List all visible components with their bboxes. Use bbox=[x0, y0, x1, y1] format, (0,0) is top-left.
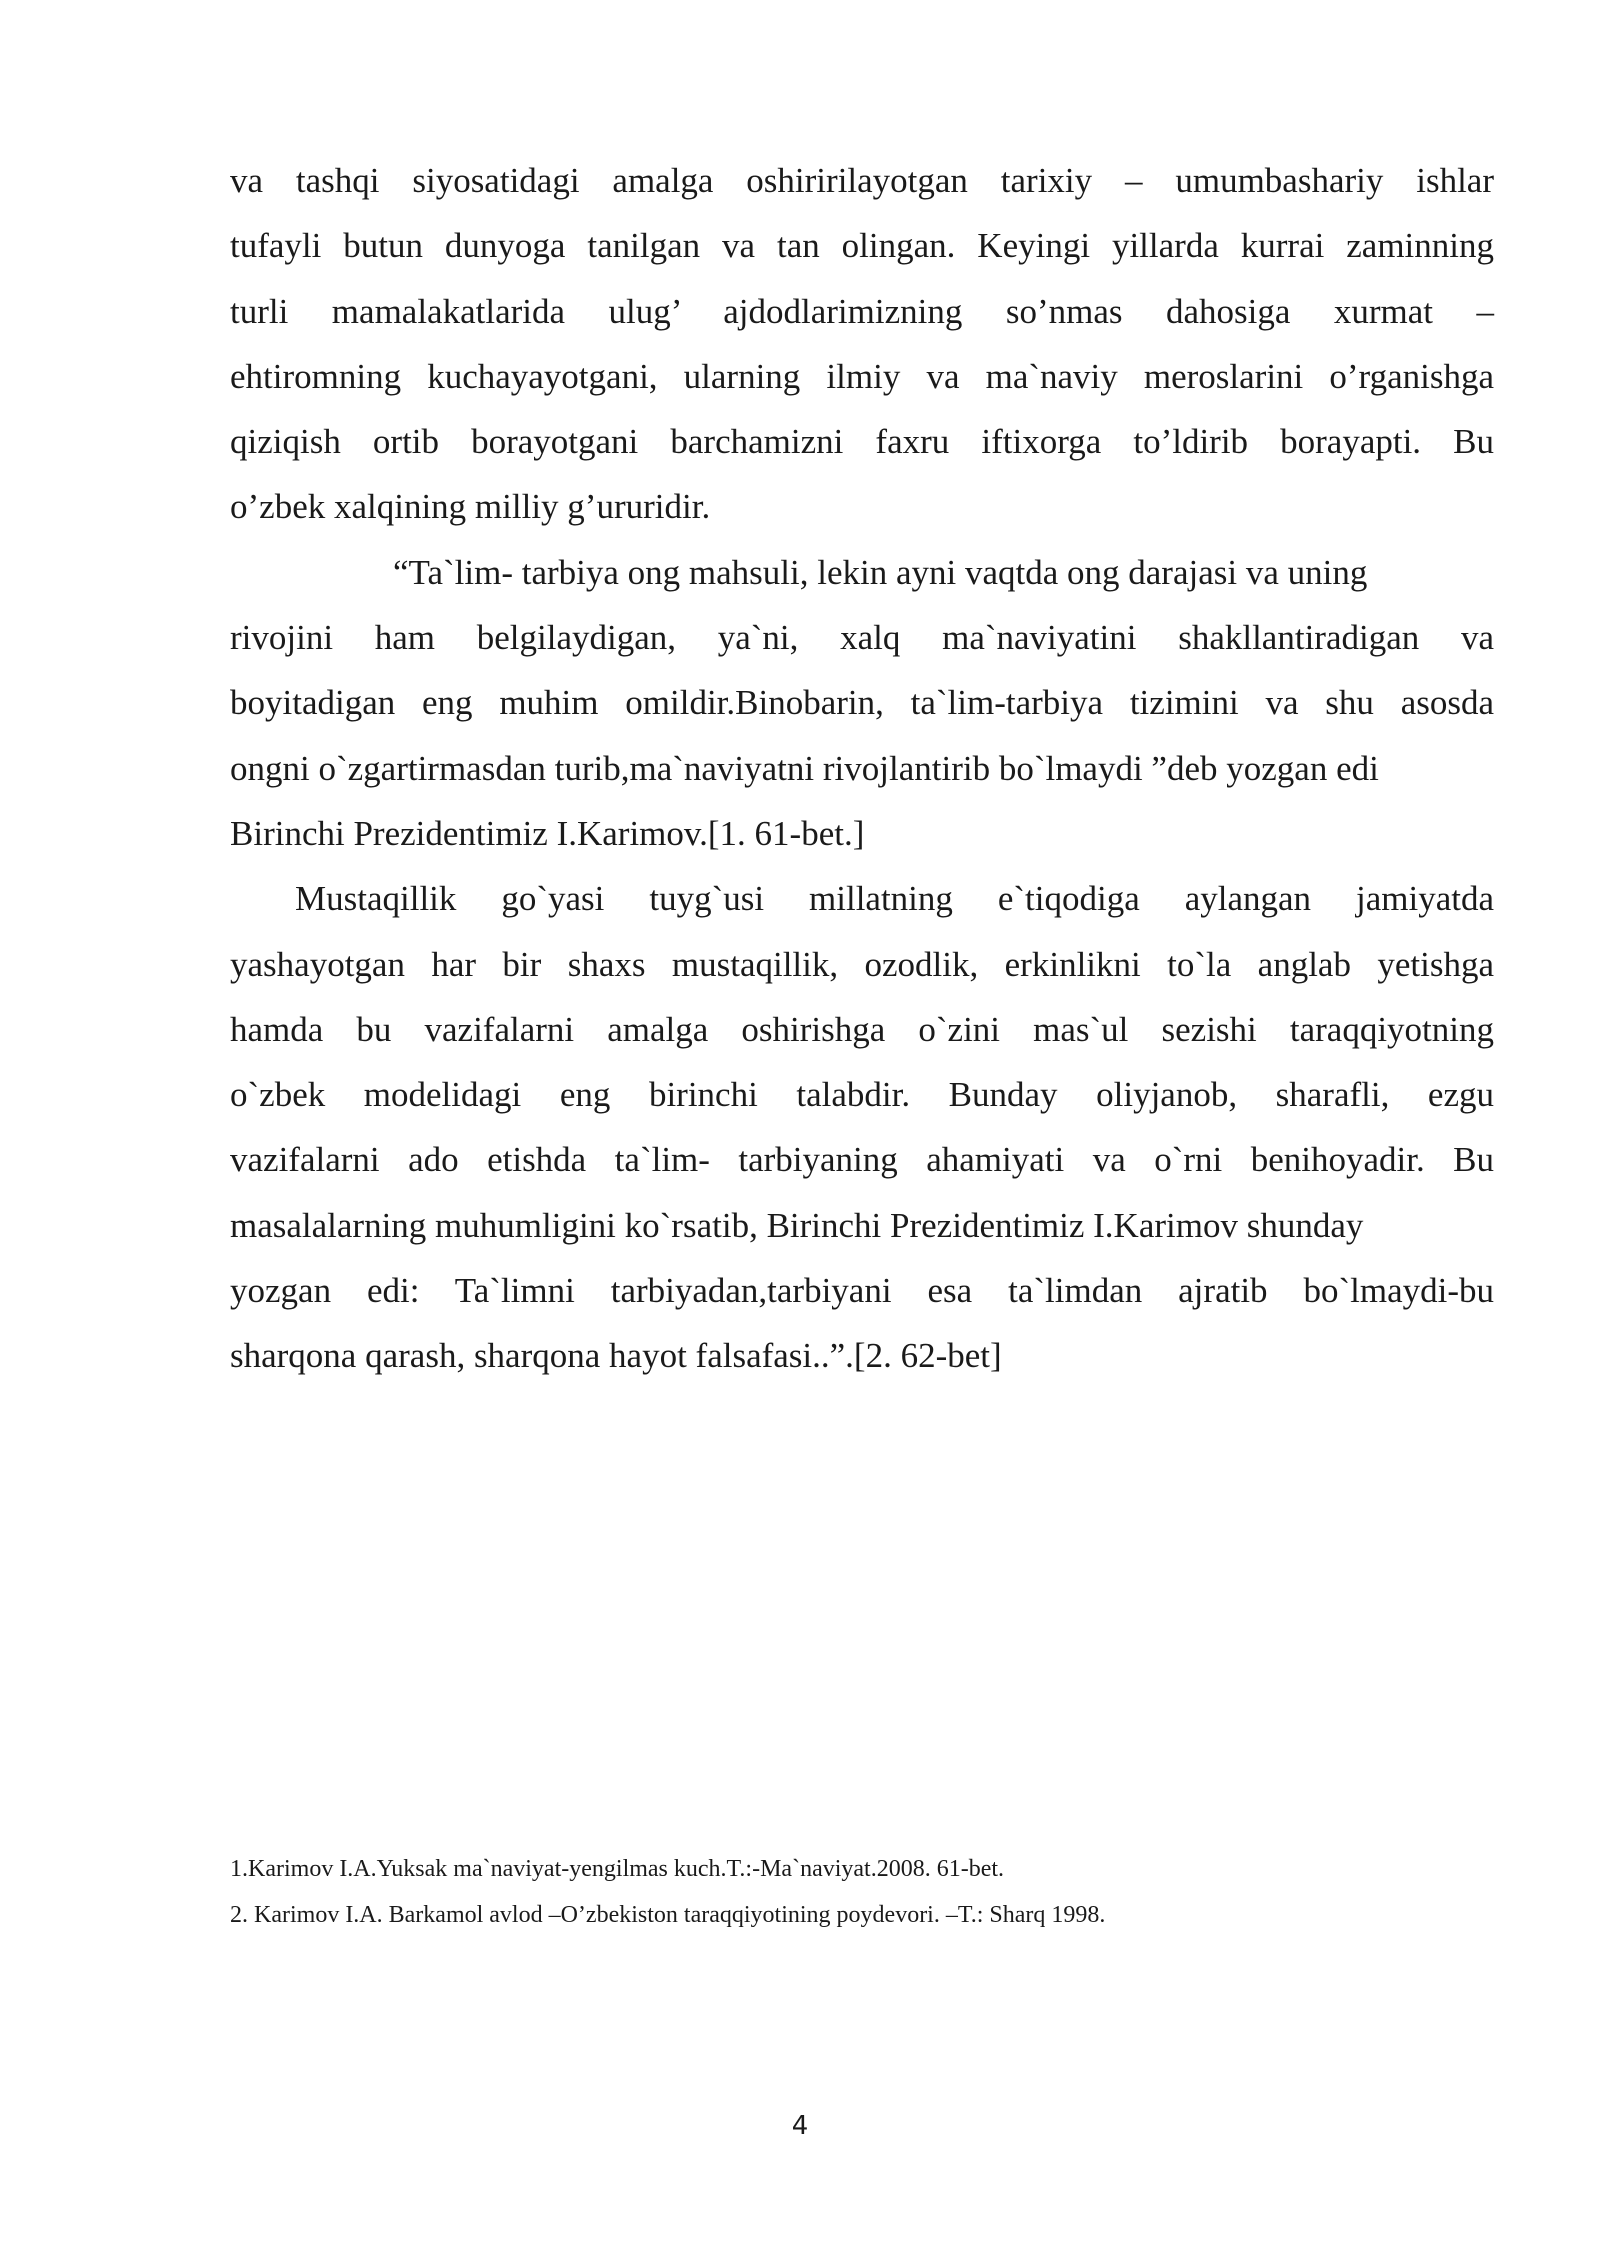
footnote-1: 1.Karimov I.A.Yuksak ma`naviyat-yengilmas kuch.T.:-Ma`naviyat.2008. 61-bet. bbox=[230, 1856, 1005, 1882]
text-line: turli mamalakatlarida ulug’ ajdodlarimizning so’nmas dahosiga xurmat – bbox=[230, 291, 1494, 331]
paragraph-2-quote bbox=[230, 540, 1494, 866]
text-line: “Ta`lim- tarbiya ong mahsuli, lekin ayni vaqtda ong darajasi va uning bbox=[393, 552, 1368, 592]
page-number: 4 bbox=[791, 2111, 809, 2141]
text-line: yozgan edi: Ta`limni tarbiyadan,tarbiyani esa ta`limdan ajratib bo`lmaydi-bu bbox=[230, 1271, 1494, 1311]
text-line: masalalarning muhumligini ko`rsatib, Birinchi Prezidentimiz I.Karimov shunday bbox=[230, 1205, 1364, 1245]
text-line: vazifalarni ado etishda ta`lim- tarbiyaning ahamiyati va o`rni benihoyadir. Bu bbox=[230, 1140, 1494, 1180]
body-text bbox=[230, 148, 1494, 1389]
text-line: va tashqi siyosatidagi amalga oshiririlayotgan tarixiy – umumbashariy ishlar bbox=[230, 161, 1494, 200]
text-line: ehtiromning kuchayayotgani, ularning ilmiy va ma`naviy meroslarini o’rganishga bbox=[230, 356, 1494, 396]
text-line: o’zbek xalqining milliy g’ururidir. bbox=[230, 487, 711, 527]
paragraph-3 bbox=[230, 866, 1494, 1388]
text-line: hamda bu vazifalarni amalga oshirishga o`zini mas`ul sezishi taraqqiyotning bbox=[230, 1009, 1494, 1049]
text-line: sharqona qarash, sharqona hayot falsafasi..”.[2. 62-bet] bbox=[230, 1336, 1002, 1376]
footnote-2: 2. Karimov I.A. Barkamol avlod –O’zbekiston taraqqiyotining poydevori. –T.: Sharq 1998. bbox=[230, 1902, 1106, 1928]
text-line: qiziqish ortib borayotgani barchamizni faxru iftixorga to’ldirib borayapti. Bu bbox=[230, 422, 1494, 462]
text-line: Mustaqillik go`yasi tuyg`usi millatning e`tiqodiga aylangan jamiyatda bbox=[295, 879, 1494, 919]
text-line: ongni o`zgartirmasdan turib,ma`naviyatni rivojlantirib bo`lmaydi ”deb yozgan edi bbox=[230, 748, 1379, 788]
text-line: o`zbek modelidagi eng birinchi talabdir. Bunday oliyjanob, sharafli, ezgu bbox=[230, 1075, 1494, 1115]
text-line: boyitadigan eng muhim omildir.Binobarin, ta`lim-tarbiya tizimini va shu asosda bbox=[230, 683, 1494, 723]
text-line: Birinchi Prezidentimiz I.Karimov.[1. 61-bet.] bbox=[230, 813, 865, 853]
text-line: yashayotgan har bir shaxs mustaqillik, ozodlik, erkinlikni to`la anglab yetishga bbox=[230, 944, 1494, 984]
footnotes bbox=[230, 1846, 1494, 1938]
text-line: rivojini ham belgilaydigan, ya`ni, xalq ma`naviyatini shakllantiradigan va bbox=[230, 618, 1494, 658]
paragraph-1 bbox=[230, 148, 1494, 540]
text-line: tufayli butun dunyoga tanilgan va tan olingan. Keyingi yillarda kurrai zaminning bbox=[230, 226, 1494, 266]
